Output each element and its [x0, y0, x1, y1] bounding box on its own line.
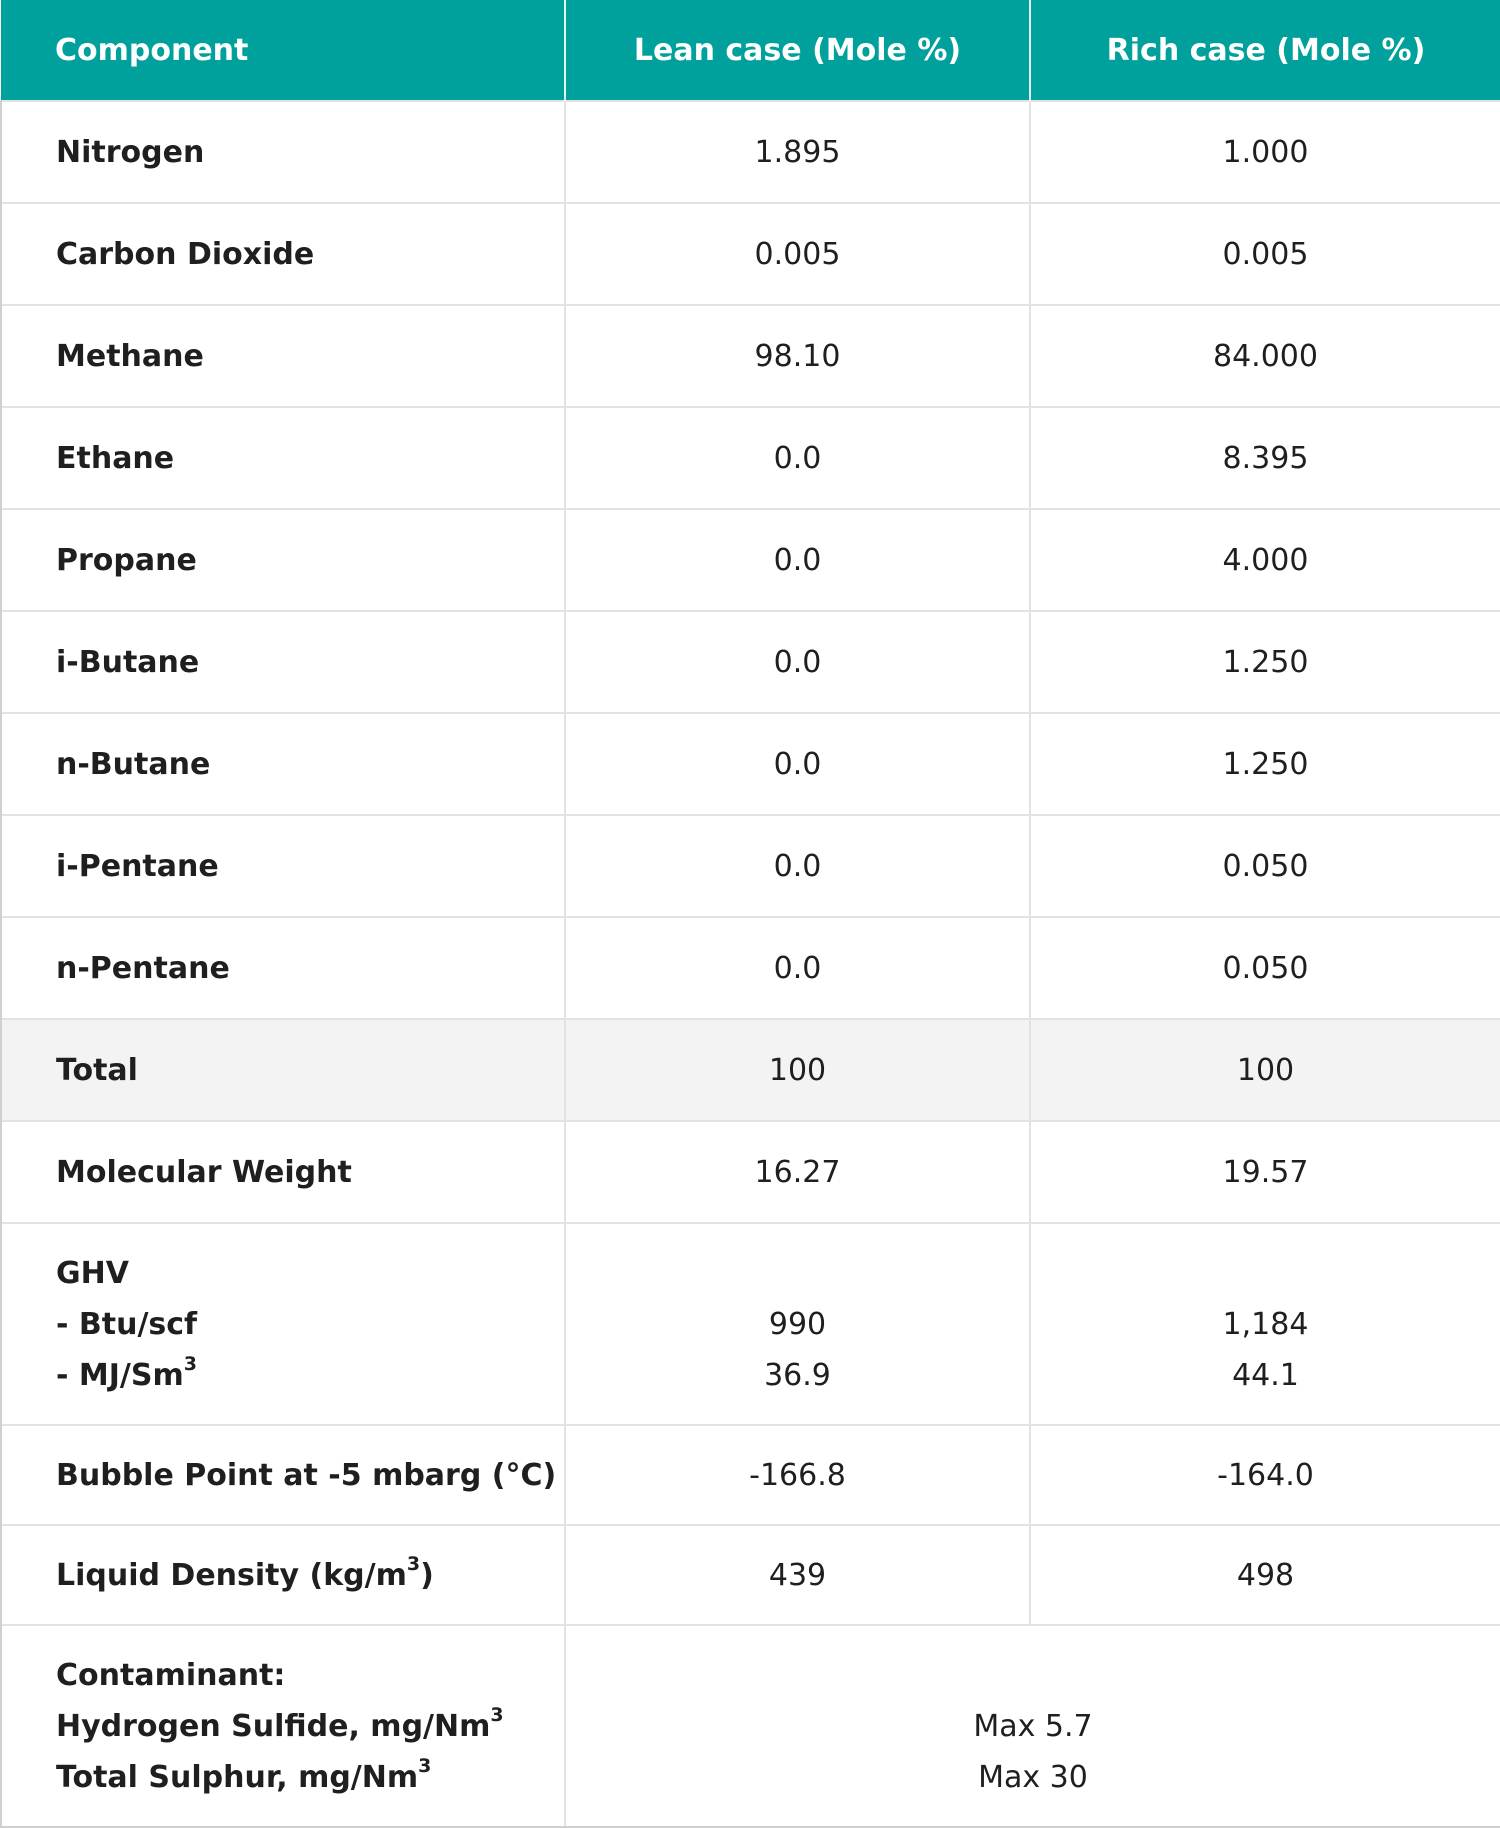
bubble-point-rich: -164.0 — [1030, 1425, 1500, 1525]
h2s-label: Hydrogen Sulfide, mg/Nm — [56, 1708, 491, 1744]
ghv-rich-btu: 1,184 — [1222, 1306, 1309, 1342]
lean-value-cell: 0.0 — [565, 815, 1030, 917]
component-cell: Carbon Dioxide — [1, 203, 565, 305]
component-cell: n-Pentane — [1, 917, 565, 1019]
header-lean-case: Lean case (Mole %) — [565, 0, 1030, 101]
ghv-lean-mj: 36.9 — [764, 1357, 831, 1393]
component-cell: i-Pentane — [1, 815, 565, 917]
component-cell: Propane — [1, 509, 565, 611]
rich-value-cell: 1.000 — [1030, 101, 1500, 203]
component-cell: Nitrogen — [1, 101, 565, 203]
lean-value-cell: 0.0 — [565, 713, 1030, 815]
liquid-density-rich: 498 — [1030, 1525, 1500, 1625]
rich-value-cell: 1.250 — [1030, 611, 1500, 713]
liquid-density-superscript: 3 — [406, 1552, 421, 1575]
table-row — [1, 611, 1500, 713]
component-cell: Methane — [1, 305, 565, 407]
molecular-weight-lean: 16.27 — [565, 1121, 1030, 1223]
h2s-superscript: 3 — [490, 1703, 504, 1726]
ghv-rich-mj: 44.1 — [1232, 1357, 1299, 1393]
total-lean-value: 100 — [565, 1019, 1030, 1121]
header-rich-case: Rich case (Mole %) — [1030, 0, 1500, 101]
rich-value-cell: 4.000 — [1030, 509, 1500, 611]
sulphur-label: Total Sulphur, mg/Nm — [56, 1759, 419, 1795]
rich-value-cell: 0.050 — [1030, 917, 1500, 1019]
h2s-value: Max 5.7 — [973, 1708, 1093, 1744]
lean-value-cell: 0.005 — [565, 203, 1030, 305]
molecular-weight-row — [1, 1121, 1500, 1223]
contaminant-label-cell — [1, 1625, 565, 1827]
bubble-point-label: Bubble Point at -5 mbarg (°C) — [1, 1425, 565, 1525]
molecular-weight-label: Molecular Weight — [1, 1121, 565, 1223]
bubble-point-lean: -166.8 — [565, 1425, 1030, 1525]
ghv-row — [1, 1223, 1500, 1425]
liquid-density-row — [1, 1525, 1500, 1625]
table-row — [1, 917, 1500, 1019]
sulphur-value: Max 30 — [978, 1759, 1088, 1795]
table-row — [1, 101, 1500, 203]
ghv-mj-superscript: 3 — [183, 1352, 197, 1375]
ghv-title: GHV — [56, 1255, 129, 1291]
lean-value-cell: 0.0 — [565, 611, 1030, 713]
ghv-lean-btu: 990 — [768, 1306, 827, 1342]
table-row — [1, 815, 1500, 917]
total-row — [1, 1019, 1500, 1121]
total-rich-value: 100 — [1030, 1019, 1500, 1121]
rich-value-cell: 0.005 — [1030, 203, 1500, 305]
rich-value-cell: 8.395 — [1030, 407, 1500, 509]
liquid-density-lean: 439 — [565, 1525, 1030, 1625]
total-label: Total — [1, 1019, 565, 1121]
table-row — [1, 203, 1500, 305]
lean-value-cell: 1.895 — [565, 101, 1030, 203]
bubble-point-row — [1, 1425, 1500, 1525]
ghv-mj-label-line — [56, 1350, 564, 1401]
rich-value-cell: 1.250 — [1030, 713, 1500, 815]
contaminant-title: Contaminant: — [56, 1657, 286, 1693]
ghv-label-cell — [1, 1223, 565, 1425]
rich-value-cell: 0.050 — [1030, 815, 1500, 917]
table-row — [1, 509, 1500, 611]
lean-value-cell: 98.10 — [565, 305, 1030, 407]
ghv-btu-label: - Btu/scf — [56, 1306, 198, 1342]
lean-value-cell: 0.0 — [565, 509, 1030, 611]
contaminant-row — [1, 1625, 1500, 1827]
ghv-lean-cell — [565, 1223, 1030, 1425]
contaminant-value-cell — [565, 1625, 1500, 1827]
sulphur-label-line — [56, 1752, 564, 1803]
ghv-rich-cell — [1030, 1223, 1500, 1425]
header-row — [1, 0, 1500, 101]
liquid-density-label-end: ) — [420, 1557, 434, 1593]
molecular-weight-rich: 19.57 — [1030, 1121, 1500, 1223]
component-cell: Ethane — [1, 407, 565, 509]
component-cell: n-Butane — [1, 713, 565, 815]
h2s-label-line — [56, 1701, 564, 1752]
lean-value-cell: 0.0 — [565, 407, 1030, 509]
rich-value-cell: 84.000 — [1030, 305, 1500, 407]
liquid-density-label-cell — [1, 1525, 565, 1625]
table-row — [1, 713, 1500, 815]
sulphur-superscript: 3 — [418, 1754, 432, 1777]
liquid-density-label: Liquid Density (kg/m — [56, 1557, 407, 1593]
ghv-mj-label: - MJ/Sm — [56, 1357, 184, 1393]
header-component: Component — [1, 0, 565, 101]
component-cell: i-Butane — [1, 611, 565, 713]
table-row — [1, 305, 1500, 407]
table-row — [1, 407, 1500, 509]
lean-value-cell: 0.0 — [565, 917, 1030, 1019]
